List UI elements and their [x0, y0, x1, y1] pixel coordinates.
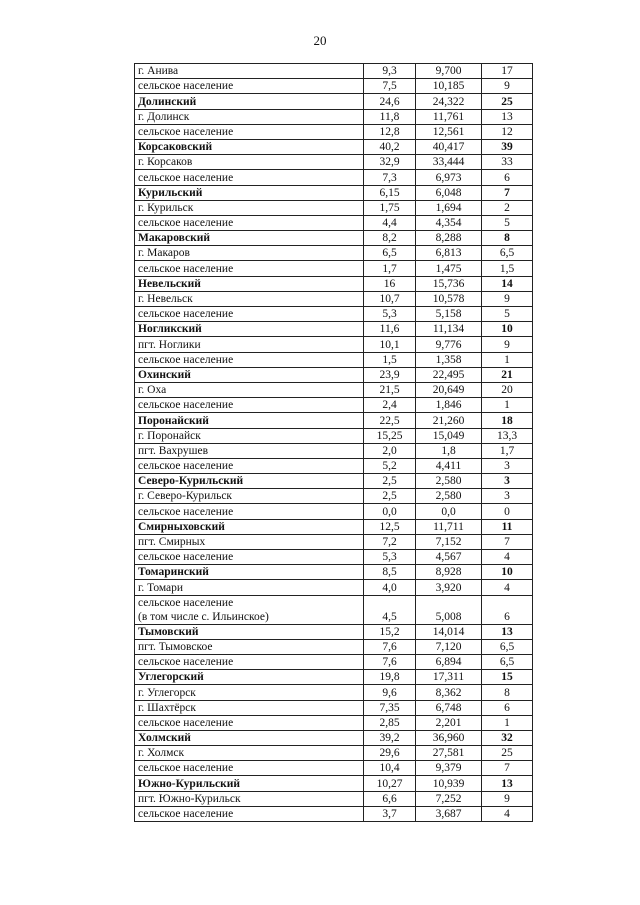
- district-row: [135, 322, 533, 337]
- area-name-cell: сельское население: [135, 458, 364, 473]
- value-c-cell: 33: [482, 155, 533, 170]
- table-row: [135, 428, 533, 443]
- table-row: [135, 398, 533, 413]
- area-name-cell: г. Корсаков: [135, 155, 364, 170]
- value-c-cell: 6: [482, 700, 533, 715]
- value-b-cell: 8,928: [416, 565, 482, 580]
- value-b-cell: 11,711: [416, 519, 482, 534]
- district-row: [135, 776, 533, 791]
- value-c-cell: 1,5: [482, 261, 533, 276]
- value-a-cell: 9,3: [364, 64, 416, 79]
- value-c-cell: 25: [482, 746, 533, 761]
- area-name-cell: Углегорский: [135, 670, 364, 685]
- area-name-cell: Смирныховский: [135, 519, 364, 534]
- value-c-cell: 10: [482, 565, 533, 580]
- area-name-cell: г. Северо-Курильск: [135, 489, 364, 504]
- table-row: [135, 700, 533, 715]
- table-row: [135, 170, 533, 185]
- district-row: [135, 139, 533, 154]
- district-row: [135, 730, 533, 745]
- district-row: [135, 185, 533, 200]
- value-a-cell: 7,3: [364, 170, 416, 185]
- area-name-cell: сельское население (в том числе с. Ильинское): [135, 595, 364, 624]
- area-name-cell: Корсаковский: [135, 139, 364, 154]
- value-c-cell: 18: [482, 413, 533, 428]
- value-a-cell: 10,4: [364, 761, 416, 776]
- value-b-cell: 5,008: [416, 595, 482, 624]
- value-b-cell: 6,748: [416, 700, 482, 715]
- value-a-cell: 4,0: [364, 580, 416, 595]
- table-row: [135, 261, 533, 276]
- value-c-cell: 14: [482, 276, 533, 291]
- value-b-cell: 3,920: [416, 580, 482, 595]
- value-b-cell: 10,185: [416, 79, 482, 94]
- table-row: [135, 595, 533, 624]
- area-name-cell: пгт. Смирных: [135, 534, 364, 549]
- table-row: [135, 458, 533, 473]
- value-a-cell: 2,4: [364, 398, 416, 413]
- value-a-cell: 5,2: [364, 458, 416, 473]
- value-a-cell: 3,7: [364, 806, 416, 821]
- value-b-cell: 5,158: [416, 307, 482, 322]
- district-row: [135, 231, 533, 246]
- value-c-cell: 3: [482, 489, 533, 504]
- value-a-cell: 12,8: [364, 124, 416, 139]
- district-row: [135, 519, 533, 534]
- value-b-cell: 7,152: [416, 534, 482, 549]
- area-name-cell: сельское население: [135, 398, 364, 413]
- value-a-cell: 7,6: [364, 639, 416, 654]
- value-a-cell: 6,5: [364, 246, 416, 261]
- value-b-cell: 9,776: [416, 337, 482, 352]
- value-c-cell: 2: [482, 200, 533, 215]
- value-a-cell: 21,5: [364, 382, 416, 397]
- value-a-cell: 11,6: [364, 322, 416, 337]
- value-c-cell: 8: [482, 231, 533, 246]
- table-row: [135, 504, 533, 519]
- value-a-cell: 11,8: [364, 109, 416, 124]
- population-table: [134, 63, 533, 822]
- area-name-cell: сельское население: [135, 79, 364, 94]
- value-c-cell: 25: [482, 94, 533, 109]
- district-row: [135, 565, 533, 580]
- value-c-cell: 13: [482, 624, 533, 639]
- value-b-cell: 4,411: [416, 458, 482, 473]
- value-c-cell: 9: [482, 337, 533, 352]
- area-name-cell: сельское население: [135, 352, 364, 367]
- value-c-cell: 11: [482, 519, 533, 534]
- value-b-cell: 24,322: [416, 94, 482, 109]
- value-b-cell: 22,495: [416, 367, 482, 382]
- value-b-cell: 3,687: [416, 806, 482, 821]
- table-row: [135, 639, 533, 654]
- value-c-cell: 6,5: [482, 246, 533, 261]
- value-c-cell: 4: [482, 550, 533, 565]
- district-row: [135, 413, 533, 428]
- table-row: [135, 352, 533, 367]
- value-a-cell: 7,35: [364, 700, 416, 715]
- area-name-cell: сельское население: [135, 654, 364, 669]
- value-a-cell: 39,2: [364, 730, 416, 745]
- value-c-cell: 3: [482, 474, 533, 489]
- value-a-cell: 15,2: [364, 624, 416, 639]
- value-c-cell: 0: [482, 504, 533, 519]
- area-name-cell: г. Макаров: [135, 246, 364, 261]
- value-b-cell: 1,846: [416, 398, 482, 413]
- value-a-cell: 6,6: [364, 791, 416, 806]
- area-name-cell: сельское население: [135, 124, 364, 139]
- area-name-cell: Долинский: [135, 94, 364, 109]
- value-a-cell: 19,8: [364, 670, 416, 685]
- table-row: [135, 200, 533, 215]
- area-name-cell: пгт. Ноглики: [135, 337, 364, 352]
- table-row: [135, 534, 533, 549]
- value-a-cell: 2,85: [364, 715, 416, 730]
- value-c-cell: 9: [482, 291, 533, 306]
- value-b-cell: 4,354: [416, 215, 482, 230]
- value-c-cell: 21: [482, 367, 533, 382]
- value-c-cell: 7: [482, 185, 533, 200]
- area-name-cell: Поронайский: [135, 413, 364, 428]
- value-c-cell: 13,3: [482, 428, 533, 443]
- value-a-cell: 4,5: [364, 595, 416, 624]
- area-name-cell: г. Холмск: [135, 746, 364, 761]
- page-number: 20: [313, 33, 327, 48]
- area-name-cell: г. Долинск: [135, 109, 364, 124]
- value-c-cell: 1,7: [482, 443, 533, 458]
- area-name-cell: пгт. Южно-Курильск: [135, 791, 364, 806]
- value-c-cell: 6,5: [482, 654, 533, 669]
- area-name-cell: сельское население: [135, 307, 364, 322]
- value-c-cell: 6: [482, 170, 533, 185]
- value-a-cell: 1,75: [364, 200, 416, 215]
- table-row: [135, 307, 533, 322]
- table-row: [135, 715, 533, 730]
- value-b-cell: 2,580: [416, 489, 482, 504]
- area-name-cell: Томаринский: [135, 565, 364, 580]
- table-row: [135, 79, 533, 94]
- value-a-cell: 2,0: [364, 443, 416, 458]
- area-name-cell: г. Поронайск: [135, 428, 364, 443]
- value-a-cell: 2,5: [364, 489, 416, 504]
- value-c-cell: 4: [482, 806, 533, 821]
- value-a-cell: 0,0: [364, 504, 416, 519]
- value-c-cell: 39: [482, 139, 533, 154]
- value-a-cell: 40,2: [364, 139, 416, 154]
- value-a-cell: 9,6: [364, 685, 416, 700]
- value-a-cell: 1,5: [364, 352, 416, 367]
- table-row: [135, 382, 533, 397]
- value-c-cell: 13: [482, 776, 533, 791]
- value-b-cell: 0,0: [416, 504, 482, 519]
- area-name-cell: пгт. Тымовское: [135, 639, 364, 654]
- value-b-cell: 1,475: [416, 261, 482, 276]
- value-a-cell: 7,6: [364, 654, 416, 669]
- value-b-cell: 12,561: [416, 124, 482, 139]
- table-row: [135, 109, 533, 124]
- area-name-cell: Южно-Курильский: [135, 776, 364, 791]
- area-name-cell: сельское население: [135, 550, 364, 565]
- value-b-cell: 11,761: [416, 109, 482, 124]
- table-row: [135, 246, 533, 261]
- value-a-cell: 10,7: [364, 291, 416, 306]
- value-a-cell: 32,9: [364, 155, 416, 170]
- value-a-cell: 12,5: [364, 519, 416, 534]
- value-b-cell: 17,311: [416, 670, 482, 685]
- value-a-cell: 6,15: [364, 185, 416, 200]
- value-a-cell: 5,3: [364, 550, 416, 565]
- table-row: [135, 806, 533, 821]
- table-row: [135, 550, 533, 565]
- value-a-cell: 22,5: [364, 413, 416, 428]
- area-name-cell: г. Томари: [135, 580, 364, 595]
- value-b-cell: 2,201: [416, 715, 482, 730]
- district-row: [135, 94, 533, 109]
- area-name-cell: г. Анива: [135, 64, 364, 79]
- value-b-cell: 36,960: [416, 730, 482, 745]
- value-b-cell: 11,134: [416, 322, 482, 337]
- value-b-cell: 8,362: [416, 685, 482, 700]
- table-row: [135, 124, 533, 139]
- table-row: [135, 291, 533, 306]
- area-name-cell: г. Шахтёрск: [135, 700, 364, 715]
- value-c-cell: 12: [482, 124, 533, 139]
- value-b-cell: 4,567: [416, 550, 482, 565]
- area-name-cell: г. Углегорск: [135, 685, 364, 700]
- value-b-cell: 7,252: [416, 791, 482, 806]
- value-b-cell: 1,358: [416, 352, 482, 367]
- value-a-cell: 24,6: [364, 94, 416, 109]
- area-name-cell: пгт. Вахрушев: [135, 443, 364, 458]
- value-a-cell: 2,5: [364, 474, 416, 489]
- value-a-cell: 23,9: [364, 367, 416, 382]
- area-name-cell: сельское население: [135, 715, 364, 730]
- value-b-cell: 21,260: [416, 413, 482, 428]
- area-name-cell: сельское население: [135, 170, 364, 185]
- value-b-cell: 7,120: [416, 639, 482, 654]
- value-c-cell: 6,5: [482, 639, 533, 654]
- area-name-cell: г. Невельск: [135, 291, 364, 306]
- area-name-cell: сельское население: [135, 215, 364, 230]
- area-name-cell: сельское население: [135, 761, 364, 776]
- value-b-cell: 14,014: [416, 624, 482, 639]
- value-b-cell: 10,578: [416, 291, 482, 306]
- value-c-cell: 3: [482, 458, 533, 473]
- area-name-cell: сельское население: [135, 806, 364, 821]
- value-c-cell: 1: [482, 398, 533, 413]
- value-b-cell: 1,8: [416, 443, 482, 458]
- district-row: [135, 367, 533, 382]
- value-c-cell: 9: [482, 791, 533, 806]
- value-c-cell: 15: [482, 670, 533, 685]
- value-a-cell: 8,5: [364, 565, 416, 580]
- value-a-cell: 7,5: [364, 79, 416, 94]
- value-c-cell: 9: [482, 79, 533, 94]
- area-name-cell: г. Оха: [135, 382, 364, 397]
- value-c-cell: 5: [482, 215, 533, 230]
- table-row: [135, 685, 533, 700]
- table-row: [135, 443, 533, 458]
- area-name-cell: Охинский: [135, 367, 364, 382]
- value-c-cell: 7: [482, 534, 533, 549]
- value-b-cell: 2,580: [416, 474, 482, 489]
- value-c-cell: 6: [482, 595, 533, 624]
- table-body: [135, 64, 533, 822]
- value-a-cell: 8,2: [364, 231, 416, 246]
- table-row: [135, 489, 533, 504]
- value-b-cell: 15,049: [416, 428, 482, 443]
- table-row: [135, 580, 533, 595]
- district-row: [135, 276, 533, 291]
- table-row: [135, 337, 533, 352]
- area-name-cell: Холмский: [135, 730, 364, 745]
- table-row: [135, 654, 533, 669]
- value-a-cell: 4,4: [364, 215, 416, 230]
- value-b-cell: 8,288: [416, 231, 482, 246]
- table-row: [135, 791, 533, 806]
- table-row: [135, 64, 533, 79]
- value-a-cell: 10,27: [364, 776, 416, 791]
- value-a-cell: 16: [364, 276, 416, 291]
- value-b-cell: 15,736: [416, 276, 482, 291]
- value-b-cell: 40,417: [416, 139, 482, 154]
- value-c-cell: 32: [482, 730, 533, 745]
- value-b-cell: 6,973: [416, 170, 482, 185]
- value-b-cell: 9,379: [416, 761, 482, 776]
- value-c-cell: 13: [482, 109, 533, 124]
- area-name-cell: Северо-Курильский: [135, 474, 364, 489]
- table-row: [135, 761, 533, 776]
- district-row: [135, 474, 533, 489]
- value-a-cell: 7,2: [364, 534, 416, 549]
- table-row: [135, 155, 533, 170]
- value-a-cell: 10,1: [364, 337, 416, 352]
- area-name-cell: сельское население: [135, 261, 364, 276]
- value-c-cell: 17: [482, 64, 533, 79]
- area-name-cell: Макаровский: [135, 231, 364, 246]
- value-c-cell: 1: [482, 352, 533, 367]
- value-a-cell: 29,6: [364, 746, 416, 761]
- value-c-cell: 4: [482, 580, 533, 595]
- table-row: [135, 746, 533, 761]
- value-c-cell: 20: [482, 382, 533, 397]
- area-name-cell: Ногликский: [135, 322, 364, 337]
- area-name-cell: Тымовский: [135, 624, 364, 639]
- value-b-cell: 33,444: [416, 155, 482, 170]
- value-c-cell: 8: [482, 685, 533, 700]
- area-name-cell: г. Курильск: [135, 200, 364, 215]
- value-a-cell: 5,3: [364, 307, 416, 322]
- value-c-cell: 1: [482, 715, 533, 730]
- area-name-cell: Невельский: [135, 276, 364, 291]
- value-c-cell: 5: [482, 307, 533, 322]
- value-b-cell: 1,694: [416, 200, 482, 215]
- value-a-cell: 15,25: [364, 428, 416, 443]
- value-b-cell: 9,700: [416, 64, 482, 79]
- district-row: [135, 624, 533, 639]
- table-row: [135, 215, 533, 230]
- district-row: [135, 670, 533, 685]
- value-b-cell: 6,894: [416, 654, 482, 669]
- value-a-cell: 1,7: [364, 261, 416, 276]
- value-c-cell: 10: [482, 322, 533, 337]
- value-c-cell: 7: [482, 761, 533, 776]
- area-name-cell: Курильский: [135, 185, 364, 200]
- area-name-cell: сельское население: [135, 504, 364, 519]
- value-b-cell: 6,048: [416, 185, 482, 200]
- value-b-cell: 6,813: [416, 246, 482, 261]
- value-b-cell: 20,649: [416, 382, 482, 397]
- value-b-cell: 27,581: [416, 746, 482, 761]
- value-b-cell: 10,939: [416, 776, 482, 791]
